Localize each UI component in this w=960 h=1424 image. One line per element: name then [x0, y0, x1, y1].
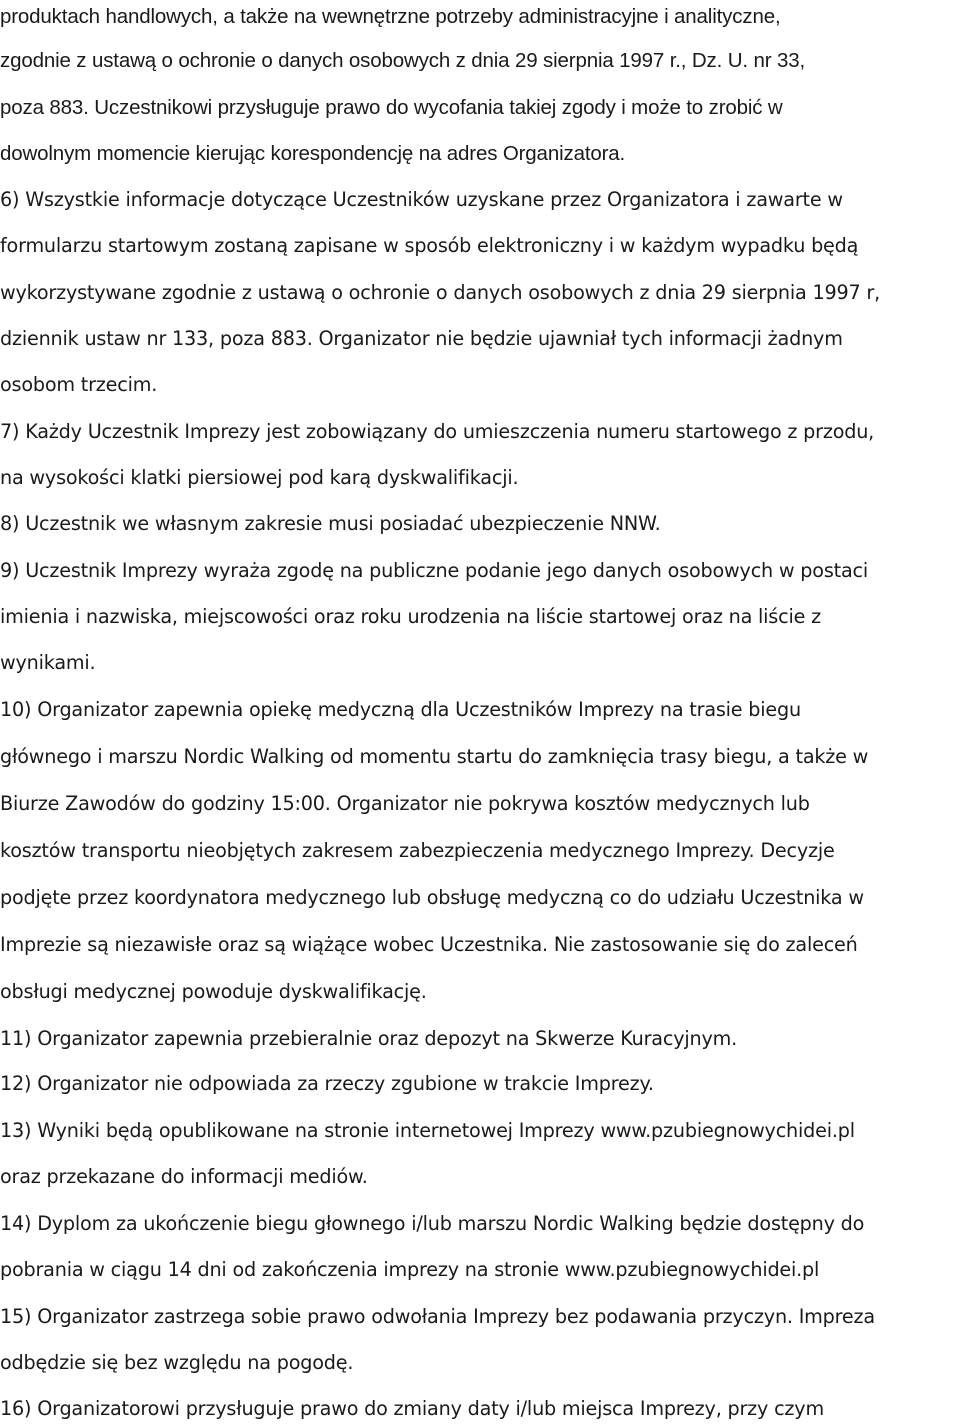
- rule-14-line: 14) Dyplom za ukończenie biegu głownego i/lub marszu Nordic Walking będzie dostępny do: [0, 1212, 865, 1235]
- rule-15-line: 15) Organizator zastrzega sobie prawo odwołania Imprezy bez podawania przyczyn. Impreza: [0, 1305, 875, 1328]
- rule-9-line: 9) Uczestnik Imprezy wyraża zgodę na publiczne podanie jego danych osobowych w postaci: [0, 559, 868, 582]
- rule-12-line: 12) Organizator nie odpowiada za rzeczy zgubione w trakcie Imprezy.: [0, 1072, 654, 1095]
- rule-10-line: Imprezie są niezawisłe oraz są wiążące wobec Uczestnika. Nie zastosowanie się do zaleceń: [0, 933, 858, 956]
- rule-6-line: 6) Wszystkie informacje dotyczące Uczestników uzyskane przez Organizatora i zawarte w: [0, 188, 843, 211]
- rule-13-line: 13) Wyniki będą opublikowane na stronie internetowej Imprezy www.pzubiegnowychidei.pl: [0, 1119, 855, 1142]
- rule-16-line: 16) Organizatorowi przysługuje prawo do zmiany daty i/lub miejsca Imprezy, przy czym: [0, 1397, 824, 1420]
- rule-7-line: na wysokości klatki piersiowej pod karą dyskwalifikacji.: [0, 466, 519, 489]
- rule-10-line: podjęte przez koordynatora medycznego lub obsługę medyczną co do udziału Uczestnika w: [0, 886, 864, 909]
- rule-9-line: wynikami.: [0, 651, 96, 674]
- rule-6-line: formularzu startowym zostaną zapisane w sposób elektroniczny i w każdym wypadku będą: [0, 234, 859, 257]
- rule-10-line: 10) Organizator zapewnia opiekę medyczną dla Uczestników Imprezy na trasie biegu: [0, 698, 801, 721]
- rule-13-line: oraz przekazane do informacji mediów.: [0, 1165, 368, 1188]
- rule-14-line: pobrania w ciągu 14 dni od zakończenia imprezy na stronie www.pzubiegnowychidei.pl: [0, 1258, 820, 1281]
- rule-7-line: 7) Każdy Uczestnik Imprezy jest zobowiązany do umieszczenia numeru startowego z przodu,: [0, 420, 875, 443]
- rule-10-line: Biurze Zawodów do godziny 15:00. Organizator nie pokrywa kosztów medycznych lub: [0, 792, 810, 815]
- rule-11-line: 11) Organizator zapewnia przebieralnie oraz depozyt na Skwerze Kuracyjnym.: [0, 1027, 738, 1050]
- rule-6-line: wykorzystywane zgodnie z ustawą o ochronie o danych osobowych z dnia 29 sierpnia 1997 r,: [0, 281, 880, 304]
- text-line: produktach handlowych, a także na wewnętrzne potrzeby administracyjne i analityczne,: [0, 5, 781, 28]
- rule-6-line: dziennik ustaw nr 133, poza 883. Organizator nie będzie ujawniał tych informacji żadnym: [0, 327, 843, 350]
- rule-15-line: odbędzie się bez względu na pogodę.: [0, 1351, 354, 1374]
- rule-9-line: imienia i nazwiska, miejscowości oraz roku urodzenia na liście startowej oraz na liście z: [0, 605, 821, 628]
- rule-10-line: kosztów transportu nieobjętych zakresem zabezpieczenia medycznego Imprezy. Decyzje: [0, 839, 835, 862]
- rule-8-line: 8) Uczestnik we własnym zakresie musi posiadać ubezpieczenie NNW.: [0, 512, 661, 535]
- rule-10-line: głównego i marszu Nordic Walking od momentu startu do zamknięcia trasy biegu, a także w: [0, 745, 869, 768]
- text-line: poza 883. Uczestnikowi przysługuje prawo do wycofania takiej zgody i może to zrobić w: [0, 96, 783, 119]
- rule-10-line: obsługi medycznej powoduje dyskwalifikację.: [0, 980, 427, 1003]
- text-line: zgodnie z ustawą o ochronie o danych osobowych z dnia 29 sierpnia 1997 r., Dz. U. nr 33,: [0, 49, 806, 72]
- rule-6-line: osobom trzecim.: [0, 373, 158, 396]
- text-line: dowolnym momencie kierując korespondencję na adres Organizatora.: [0, 142, 626, 165]
